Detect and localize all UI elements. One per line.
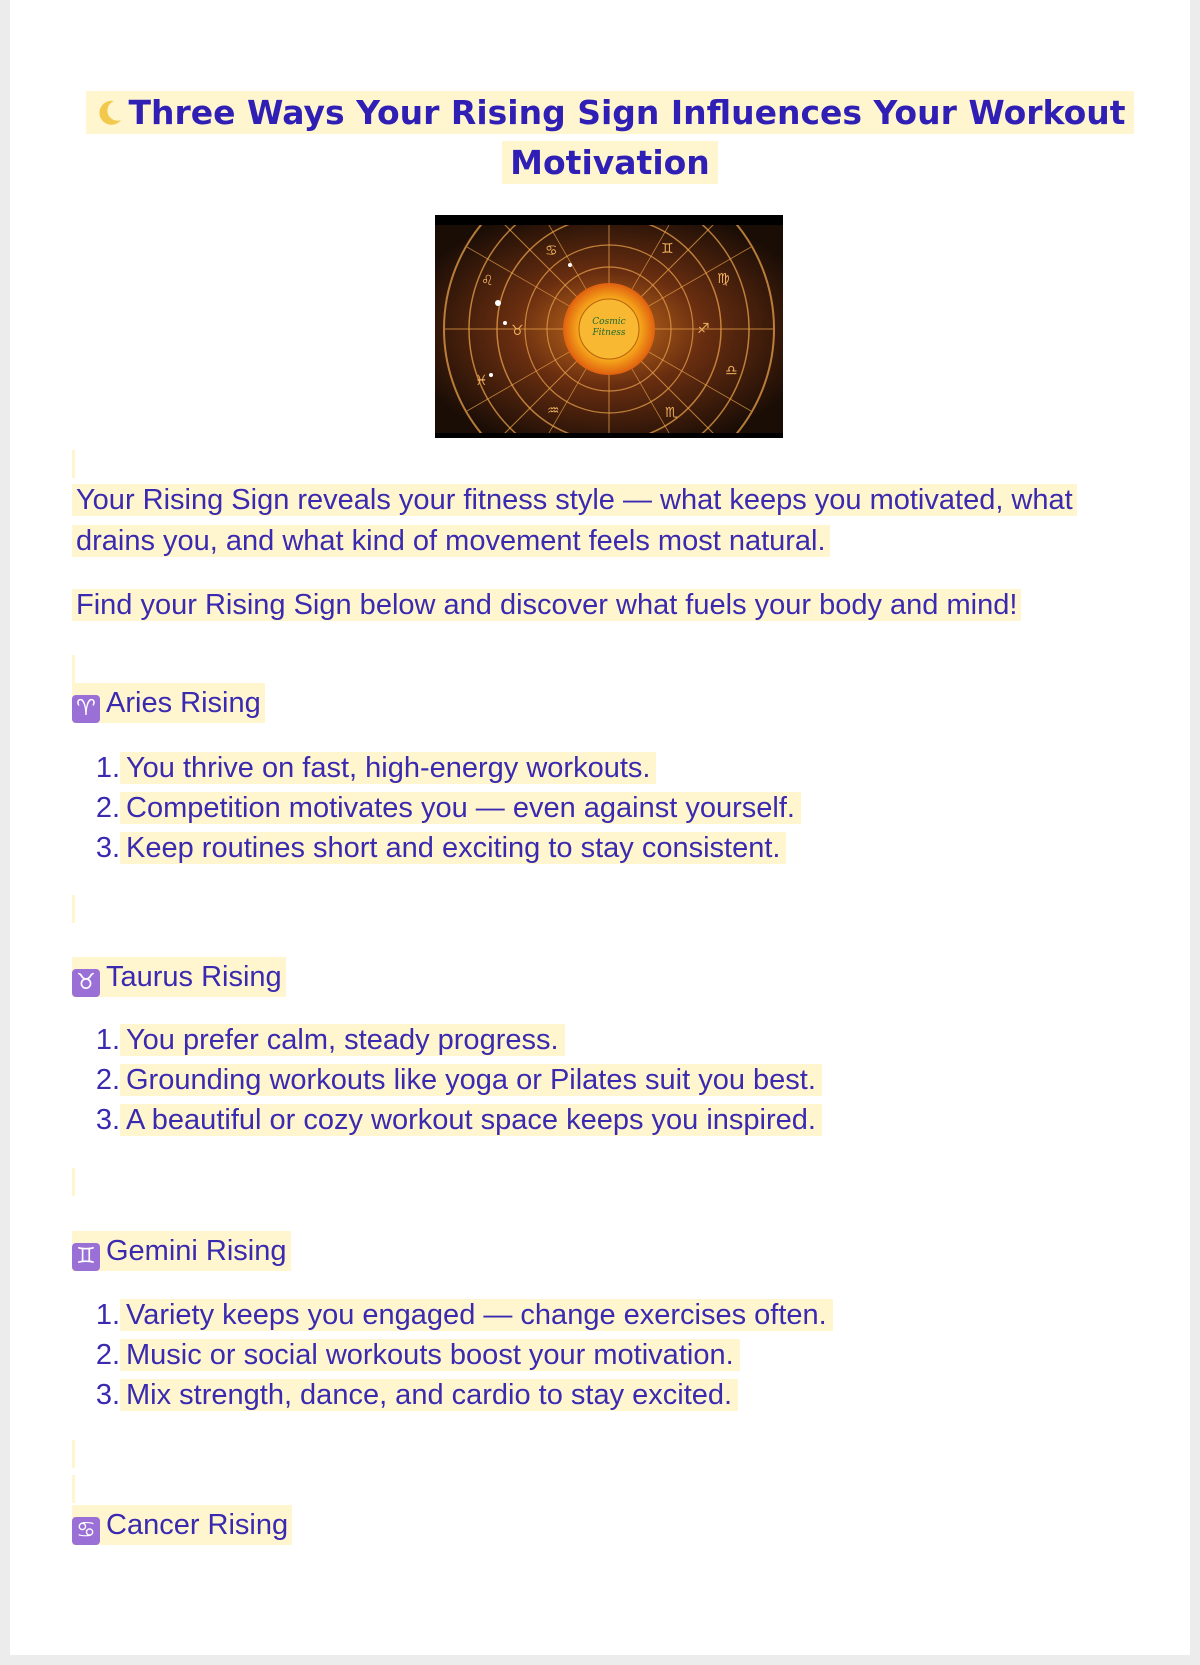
title-line1: Three Ways Your Rising Sign Influences Your Workout bbox=[128, 93, 1126, 132]
svg-text:♉: ♉ bbox=[511, 323, 524, 339]
intro-text-2: Find your Rising Sign below and discover what fuels your body and mind! bbox=[72, 589, 1021, 621]
svg-text:♒: ♒ bbox=[547, 403, 560, 419]
aries-tips-list bbox=[72, 748, 801, 868]
sign-name: Aries Rising bbox=[106, 687, 261, 719]
sign-name: Taurus Rising bbox=[106, 961, 282, 993]
sign-name: Gemini Rising bbox=[106, 1235, 287, 1267]
list-item: 3. Mix strength, dance, and cardio to stay excited. bbox=[72, 1375, 833, 1415]
intro-paragraph-2 bbox=[72, 585, 1152, 626]
document-page bbox=[10, 0, 1190, 1655]
zodiac-wheel-illustration bbox=[435, 225, 783, 433]
list-item: 3. Keep routines short and exciting to stay consistent. bbox=[72, 828, 801, 868]
gemini-icon: ♊ bbox=[72, 1243, 100, 1271]
logo-line1: Cosmic bbox=[592, 317, 626, 327]
cancer-icon: ♋ bbox=[72, 1517, 100, 1545]
blank-line-marker bbox=[72, 1475, 75, 1503]
sign-heading-gemini bbox=[72, 1231, 291, 1271]
title-line2: Motivation bbox=[502, 141, 718, 184]
svg-text:♌: ♌ bbox=[481, 273, 494, 289]
sign-heading-taurus bbox=[72, 957, 286, 997]
svg-text:♏: ♏ bbox=[665, 405, 678, 421]
sign-heading-cancer bbox=[72, 1505, 292, 1545]
blank-line-marker bbox=[72, 655, 75, 683]
svg-text:♍: ♍ bbox=[717, 271, 730, 287]
hero-zodiac-image bbox=[435, 215, 783, 438]
svg-text:♓: ♓ bbox=[475, 373, 488, 389]
blank-line-marker bbox=[72, 1440, 75, 1468]
page-title bbox=[70, 88, 1150, 188]
svg-text:♋: ♋ bbox=[545, 243, 558, 259]
logo-line2: Fitness bbox=[592, 328, 626, 338]
svg-text:♎: ♎ bbox=[725, 363, 738, 379]
list-item: 3. A beautiful or cozy workout space keeps you inspired. bbox=[72, 1100, 822, 1140]
list-item: 1. Variety keeps you engaged — change exercises often. bbox=[72, 1295, 833, 1335]
list-item: 1. You thrive on fast, high-energy workouts. bbox=[72, 748, 801, 788]
blank-line-marker bbox=[72, 1168, 75, 1196]
sign-name: Cancer Rising bbox=[106, 1509, 289, 1541]
list-item: 2. Grounding workouts like yoga or Pilates suit you best. bbox=[72, 1060, 822, 1100]
svg-text:♊: ♊ bbox=[661, 241, 674, 257]
blank-line-marker bbox=[72, 895, 75, 923]
list-item: 1. You prefer calm, steady progress. bbox=[72, 1020, 822, 1060]
sign-heading-aries bbox=[72, 683, 265, 723]
intro-text-1: Your Rising Sign reveals your fitness style — what keeps you motivated, what drains you, and what kind of movement feels most natural. bbox=[72, 484, 1077, 557]
taurus-icon: ♉ bbox=[72, 969, 100, 997]
intro-paragraph-1 bbox=[72, 480, 1152, 562]
list-item: 2. Competition motivates you — even against yourself. bbox=[72, 788, 801, 828]
svg-text:♐: ♐ bbox=[697, 321, 710, 337]
crescent-moon-icon bbox=[94, 98, 124, 128]
blank-line-marker bbox=[72, 450, 75, 478]
gemini-tips-list bbox=[72, 1295, 833, 1415]
list-item: 2. Music or social workouts boost your motivation. bbox=[72, 1335, 833, 1375]
taurus-tips-list bbox=[72, 1020, 822, 1140]
aries-icon: ♈ bbox=[72, 695, 100, 723]
